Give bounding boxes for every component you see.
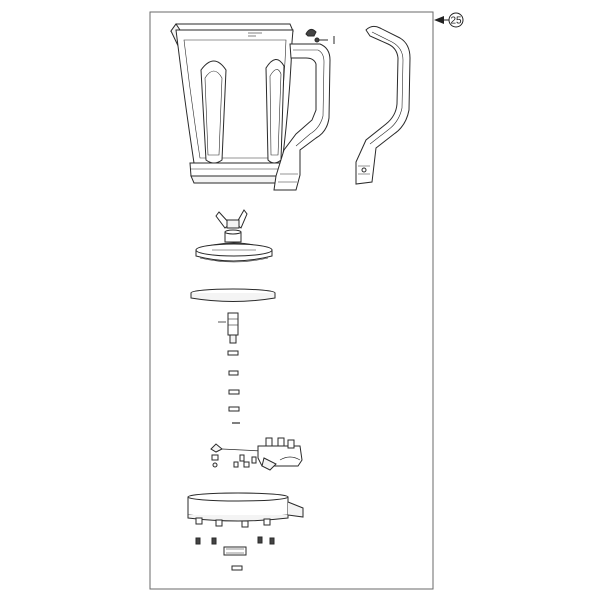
switch-assembly-icon <box>211 438 302 470</box>
jug-base-icon <box>188 493 303 527</box>
screw-icon <box>306 29 334 44</box>
callout-arrow-icon <box>434 16 444 24</box>
callout-number: 25 <box>450 15 462 27</box>
blade-icon <box>216 210 247 228</box>
jug-handle-icon <box>356 26 410 184</box>
base-screws-icon <box>196 537 274 570</box>
washer-icon <box>228 351 240 423</box>
shaft-icon <box>218 313 238 343</box>
seal-ring-icon <box>191 289 275 302</box>
blade-holder-icon <box>196 230 272 262</box>
blender-jug-icon <box>171 24 330 190</box>
callout-marker <box>434 13 463 27</box>
